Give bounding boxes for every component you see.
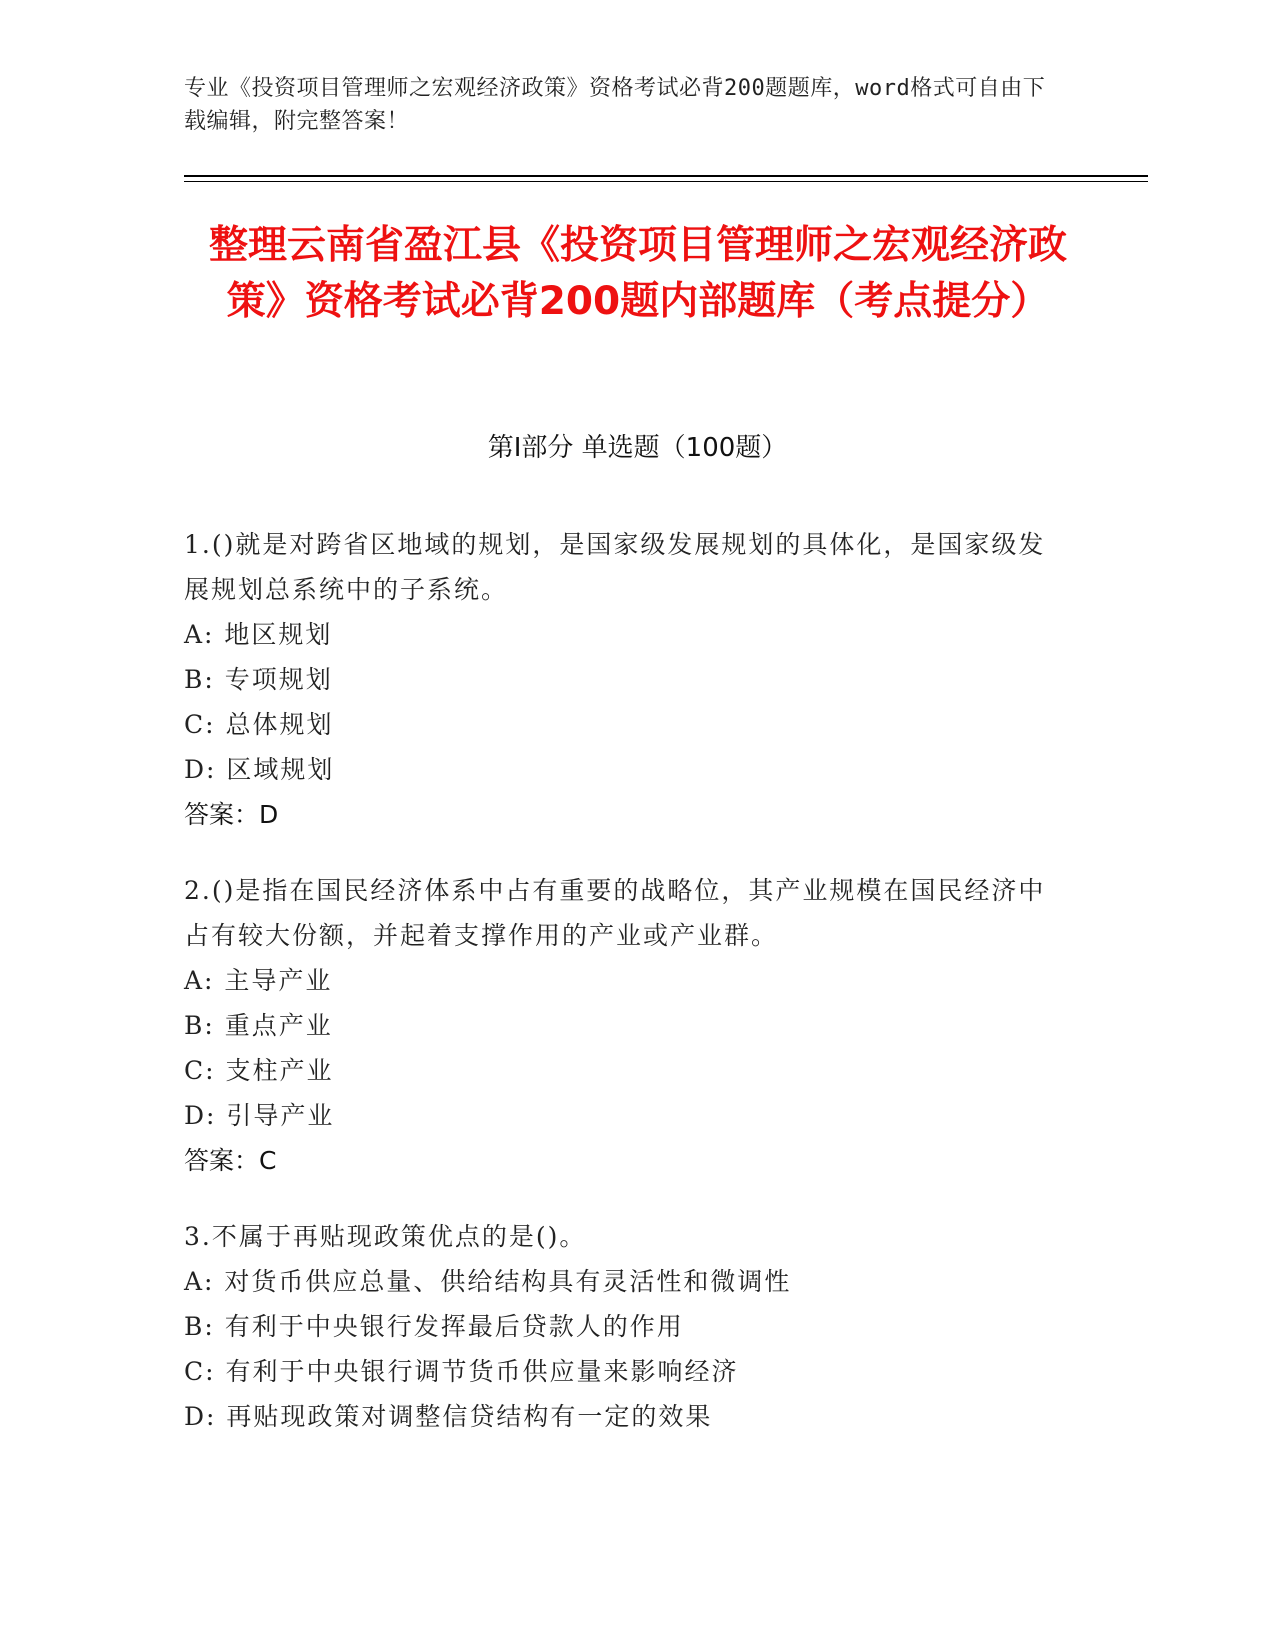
option-b: B: 有利于中央银行发挥最后贷款人的作用 (184, 1312, 684, 1341)
option-d: D: 引导产业 (184, 1101, 335, 1130)
question-stem: 2.()是指在国民经济体系中占有重要的战略位，其产业规模在国民经济中占有较大份额，并起着支撑作用的产业或产业群。 (184, 876, 1046, 950)
option-b: B: 专项规划 (184, 665, 333, 694)
header-rule-thick (184, 175, 1148, 177)
option-a: A: 地区规划 (184, 620, 333, 649)
option-a: A: 对货币供应总量、供给结构具有灵活性和微调性 (184, 1267, 792, 1296)
option-a: A: 主导产业 (184, 966, 333, 995)
option-c: C: 有利于中央银行调节货币供应量来影响经济 (184, 1357, 739, 1386)
answer-line: 答案：C (184, 1146, 277, 1175)
option-c: C: 支柱产业 (184, 1056, 334, 1085)
header-note: 专业《投资项目管理师之宏观经济政策》资格考试必背200题题库，word格式可自由下载编辑，附完整答案！ (184, 76, 1046, 134)
document-title: 整理云南省盈江县《投资项目管理师之宏观经济政策》资格考试必背200题内部题库（考点提分） (208, 223, 1067, 324)
question-1 (184, 522, 1064, 837)
header-rule-thin (184, 181, 1148, 182)
option-d: D: 区域规划 (184, 755, 335, 784)
option-d: D: 再贴现政策对调整信贷结构有一定的效果 (184, 1402, 713, 1431)
section-heading: 第Ⅰ部分 单选题（100题） (487, 433, 788, 463)
answer-line: 答案：D (184, 800, 279, 829)
question-3 (184, 1214, 1064, 1439)
option-c: C: 总体规划 (184, 710, 334, 739)
question-stem: 3.不属于再贴现政策优点的是()。 (184, 1222, 587, 1251)
question-2 (184, 868, 1064, 1183)
question-stem: 1.()就是对跨省区地域的规划，是国家级发展规划的具体化，是国家级发展规划总系统中的子系统。 (184, 530, 1046, 604)
option-b: B: 重点产业 (184, 1011, 333, 1040)
